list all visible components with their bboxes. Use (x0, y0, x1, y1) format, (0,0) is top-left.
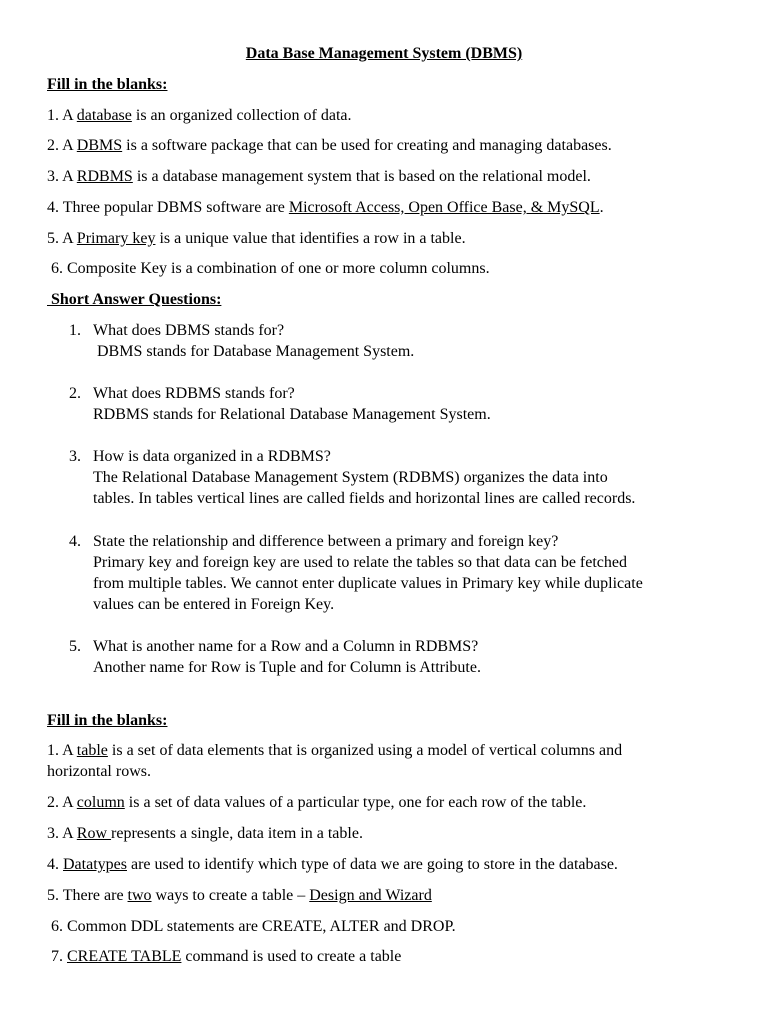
fill-item-5: 5. A Primary key is a unique value that identifies a row in a table. (47, 230, 466, 247)
fill-item-1: 1. A database is an organized collection of data. (47, 107, 352, 124)
answer-text: The Relational Database Management System (RDBMS) organizes the data into (93, 469, 608, 486)
answer-text: RDBMS stands for Relational Database Management System. (93, 406, 491, 423)
question-text: How is data organized in a RDBMS? (93, 448, 331, 465)
fill-item-6: 6. Composite Key is a combination of one or more column columns. (47, 260, 490, 277)
fill-item-4: 4. Three popular DBMS software are Microsoft Access, Open Office Base, & MySQL. (47, 199, 604, 216)
fill-item-10: 4. Datatypes are used to identify which type of data we are going to store in the database. (47, 856, 618, 873)
answer-primary-key: Primary key (76, 230, 156, 247)
fill-item-8: 2. A column is a set of data values of a particular type, one for each row of the table. (47, 794, 587, 811)
fill-item-7: 1. A table is a set of data elements that is organized using a model of vertical columns and horizontal rows. (47, 742, 623, 780)
answer-software: Microsoft Access, Open Office Base, & MySQL (288, 199, 600, 216)
answer-text: Another name for Row is Tuple and for Column is Attribute. (93, 659, 481, 676)
fill-item-11: 5. There are two ways to create a table – Design and Wizard (47, 887, 432, 904)
fill-item-13: 7. CREATE TABLE command is used to create a table (47, 948, 402, 965)
answer-dbms: DBMS (76, 137, 123, 154)
question-5: 5. What is another name for a Row and a Column in RDBMS? Another name for Row is Tuple and for Column is Attribute. (69, 636, 729, 678)
question-text: State the relationship and difference between a primary and foreign key? (93, 533, 559, 550)
question-text: What does RDBMS stands for? (93, 385, 295, 402)
answer-text: DBMS stands for Database Management System. (97, 343, 415, 360)
answer-text: from multiple tables. We cannot enter duplicate values in Primary key while duplicate (93, 575, 643, 592)
answer-row: Row (76, 825, 112, 842)
page-title: Data Base Management System (DBMS) (245, 45, 523, 62)
section1-heading: Fill in the blanks: (47, 76, 168, 93)
question-text: What is another name for a Row and a Column in RDBMS? (93, 638, 479, 655)
question-2: 2. What does RDBMS stands for? RDBMS stands for Relational Database Management System. (69, 383, 729, 425)
fill-item-9: 3. A Row represents a single, data item in a table. (47, 825, 363, 842)
fill-item-2: 2. A DBMS is a software package that can be used for creating and managing databases. (47, 137, 612, 154)
fill-item-12: 6. Common DDL statements are CREATE, ALTER and DROP. (47, 918, 456, 935)
answer-column: column (76, 794, 125, 811)
answer-text: Primary key and foreign key are used to relate the tables so that data can be fetched (93, 554, 627, 571)
section3-heading: Fill in the blanks: (47, 712, 168, 729)
answer-table: table (76, 742, 108, 759)
answer-text: values can be entered in Foreign Key. (93, 596, 335, 613)
answer-database: database (76, 107, 132, 124)
fill-item-3: 3. A RDBMS is a database management system that is based on the relational model. (47, 168, 591, 185)
answer-design-wizard: Design and Wizard (309, 887, 432, 904)
answer-rdbms: RDBMS (76, 168, 133, 185)
answer-create-table: CREATE TABLE (67, 948, 182, 965)
question-1: 1. What does DBMS stands for? DBMS stands for Database Management System. (69, 320, 729, 362)
question-4: 4. State the relationship and difference between a primary and foreign key? Primary key and foreign key are used to relate the tables so that data can be fetched from multiple tables. We cannot enter duplicate values in Primary key while duplicate values can be entered in Foreign Key. (69, 531, 729, 615)
question-3: 3. How is data organized in a RDBMS? The Relational Database Management System (RDBMS) organizes the data into tables. In tables vertical lines are called fields and horizontal lines are called records. (69, 446, 729, 509)
answer-text: tables. In tables vertical lines are called fields and horizontal lines are called records. (93, 490, 636, 507)
section2-heading: Short Answer Questions: (47, 291, 222, 308)
question-text: What does DBMS stands for? (93, 322, 285, 339)
answer-datatypes: Datatypes (63, 856, 127, 873)
answer-two: two (127, 887, 152, 904)
